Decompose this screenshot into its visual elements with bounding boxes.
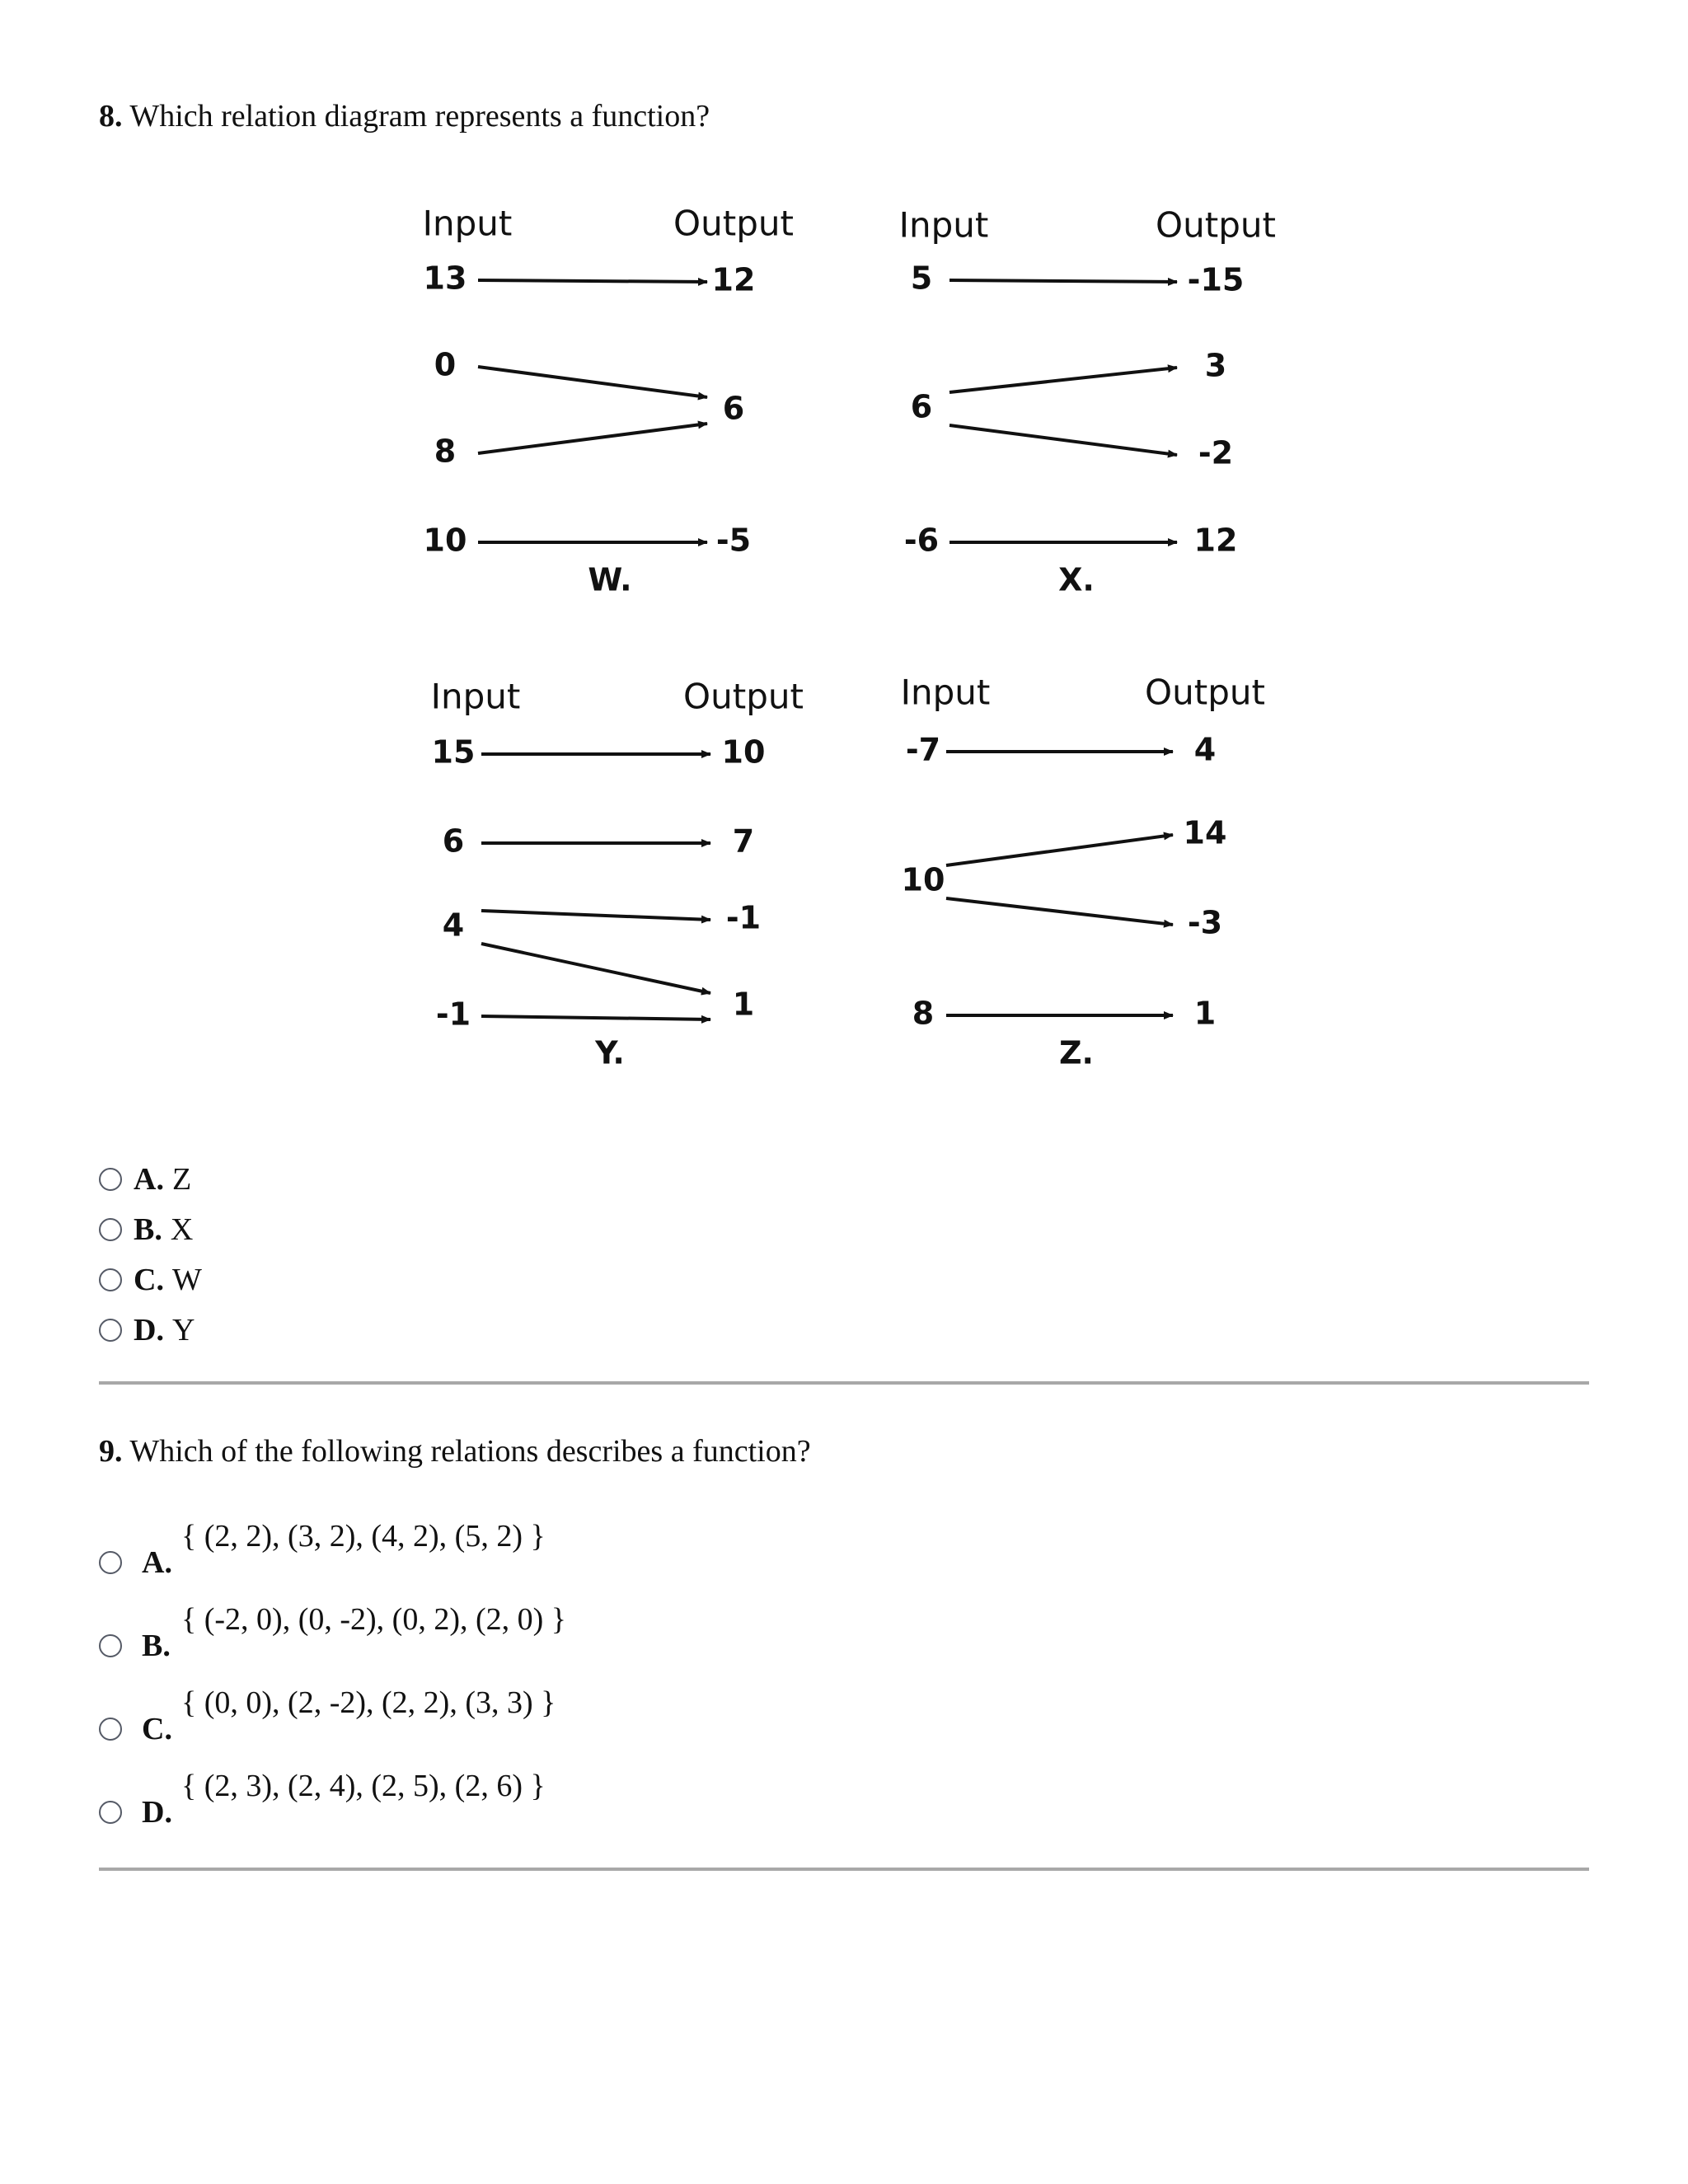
q8-option-c-letter: C. bbox=[134, 1263, 164, 1297]
q8-option-d-radio[interactable] bbox=[99, 1319, 122, 1342]
diagram-y-input-value: -1 bbox=[435, 996, 471, 1033]
q9-option-c-letter: C. bbox=[142, 1712, 172, 1746]
q9-option-a-radio[interactable] bbox=[99, 1551, 122, 1574]
diagram-z-output-value: 4 bbox=[1193, 731, 1217, 768]
diagram-w-arrow bbox=[478, 280, 707, 282]
q9-option-c-radio[interactable] bbox=[99, 1718, 122, 1741]
q9-option-a-text: { (2, 2), (3, 2), (4, 2), (5, 2) } bbox=[181, 1519, 546, 1554]
q8-option-d-letter: D. bbox=[134, 1313, 164, 1347]
diagram-z-arrow bbox=[946, 898, 1173, 925]
diagram-y-arrow bbox=[481, 944, 710, 993]
diagram-w-output-value: 12 bbox=[711, 261, 756, 298]
diagram-y-input-value: 4 bbox=[442, 907, 465, 944]
q8-option-c-radio[interactable] bbox=[99, 1268, 122, 1291]
q9-option-d-text: { (2, 3), (2, 4), (2, 5), (2, 6) } bbox=[181, 1769, 546, 1803]
diagram-z-output-value: -3 bbox=[1187, 904, 1223, 941]
question-8-number: 8. bbox=[99, 99, 123, 134]
q8-option-a[interactable] bbox=[99, 1160, 191, 1199]
section-divider bbox=[99, 1868, 1589, 1871]
diagram-y-input-header: Input bbox=[430, 676, 521, 717]
diagram-z-output-value: 14 bbox=[1183, 814, 1227, 851]
q8-option-b-letter: B. bbox=[134, 1212, 162, 1247]
diagram-x-output-value: -2 bbox=[1198, 434, 1234, 471]
q8-option-b-radio[interactable] bbox=[99, 1218, 122, 1241]
q8-option-d-text: Y bbox=[171, 1313, 195, 1347]
q8-option-c-text: W bbox=[171, 1263, 202, 1297]
diagram-w-input-value: 13 bbox=[423, 260, 467, 297]
diagram-x-arrow bbox=[950, 280, 1177, 282]
diagram-y-label: Y. bbox=[595, 1034, 625, 1071]
diagram-z-input-value: -7 bbox=[905, 731, 941, 768]
question-9-number: 9. bbox=[99, 1434, 123, 1469]
diagram-w-arrow bbox=[478, 367, 707, 397]
diagram-z-label: Z. bbox=[1059, 1034, 1094, 1071]
diagram-z-output-header: Output bbox=[1145, 672, 1265, 713]
diagram-w-input-header: Input bbox=[422, 203, 513, 244]
diagram-y-output-value: 7 bbox=[732, 823, 755, 860]
q8-option-a-radio[interactable] bbox=[99, 1168, 122, 1191]
question-8-text: Which relation diagram represents a function? bbox=[129, 99, 710, 134]
diagram-w-output-value: 6 bbox=[722, 390, 745, 427]
diagram-y-arrow bbox=[481, 911, 710, 920]
q8-option-a-letter: A. bbox=[134, 1162, 164, 1197]
q8-option-b[interactable] bbox=[99, 1210, 193, 1249]
question-9-text: Which of the following relations describes a function? bbox=[129, 1434, 811, 1469]
diagram-y-output-value: -1 bbox=[725, 899, 762, 936]
diagram-x-arrow bbox=[950, 425, 1177, 455]
diagram-x-output-header: Output bbox=[1156, 204, 1276, 246]
diagram-y-arrow bbox=[481, 1016, 710, 1019]
diagram-x-label: X. bbox=[1058, 561, 1095, 598]
q8-option-d[interactable] bbox=[99, 1310, 195, 1350]
diagram-z-output-value: 1 bbox=[1193, 995, 1217, 1032]
diagram-x-arrow bbox=[950, 368, 1177, 392]
diagram-x-output-value: 12 bbox=[1193, 522, 1238, 559]
diagram-y-input-value: 6 bbox=[442, 823, 465, 860]
diagram-z-arrow bbox=[946, 835, 1173, 865]
q9-option-b-radio[interactable] bbox=[99, 1634, 122, 1657]
q9-option-a-letter: A. bbox=[142, 1545, 172, 1580]
diagram-x-input-header: Input bbox=[898, 204, 989, 246]
q9-option-d-letter: D. bbox=[142, 1795, 172, 1830]
section-divider bbox=[99, 1381, 1589, 1385]
diagram-z-input-header: Input bbox=[900, 672, 991, 713]
diagram-w-input-value: 10 bbox=[423, 522, 467, 559]
q9-option-b-letter: B. bbox=[142, 1629, 171, 1663]
diagram-x-output-value: -15 bbox=[1187, 261, 1245, 298]
q8-option-b-text: X bbox=[170, 1212, 194, 1247]
q8-option-c[interactable] bbox=[99, 1260, 202, 1300]
diagram-w-output-header: Output bbox=[673, 203, 794, 244]
diagram-y-input-value: 15 bbox=[431, 733, 476, 771]
q9-option-d-radio[interactable] bbox=[99, 1801, 122, 1824]
q9-option-b-text: { (-2, 0), (0, -2), (0, 2), (2, 0) } bbox=[181, 1602, 567, 1637]
diagram-w-input-value: 8 bbox=[434, 433, 457, 470]
q8-option-a-text: Z bbox=[171, 1162, 192, 1197]
diagram-x-input-value: -6 bbox=[903, 522, 940, 559]
diagram-w-arrow bbox=[478, 424, 707, 453]
diagram-z-input-value: 10 bbox=[901, 861, 945, 898]
diagram-x-input-value: 5 bbox=[910, 260, 933, 297]
diagram-y-output-header: Output bbox=[683, 676, 804, 717]
diagram-y-output-value: 10 bbox=[721, 733, 766, 771]
diagram-y-output-value: 1 bbox=[732, 986, 755, 1023]
q9-option-c-text: { (0, 0), (2, -2), (2, 2), (3, 3) } bbox=[181, 1685, 556, 1720]
diagram-z-input-value: 8 bbox=[912, 995, 935, 1032]
diagram-x-output-value: 3 bbox=[1204, 347, 1227, 384]
diagram-w-output-value: -5 bbox=[715, 522, 752, 559]
question-9-prompt bbox=[99, 1432, 811, 1470]
diagram-w-label: W. bbox=[588, 561, 632, 598]
diagram-w-input-value: 0 bbox=[434, 346, 457, 383]
diagram-x-input-value: 6 bbox=[910, 388, 933, 425]
